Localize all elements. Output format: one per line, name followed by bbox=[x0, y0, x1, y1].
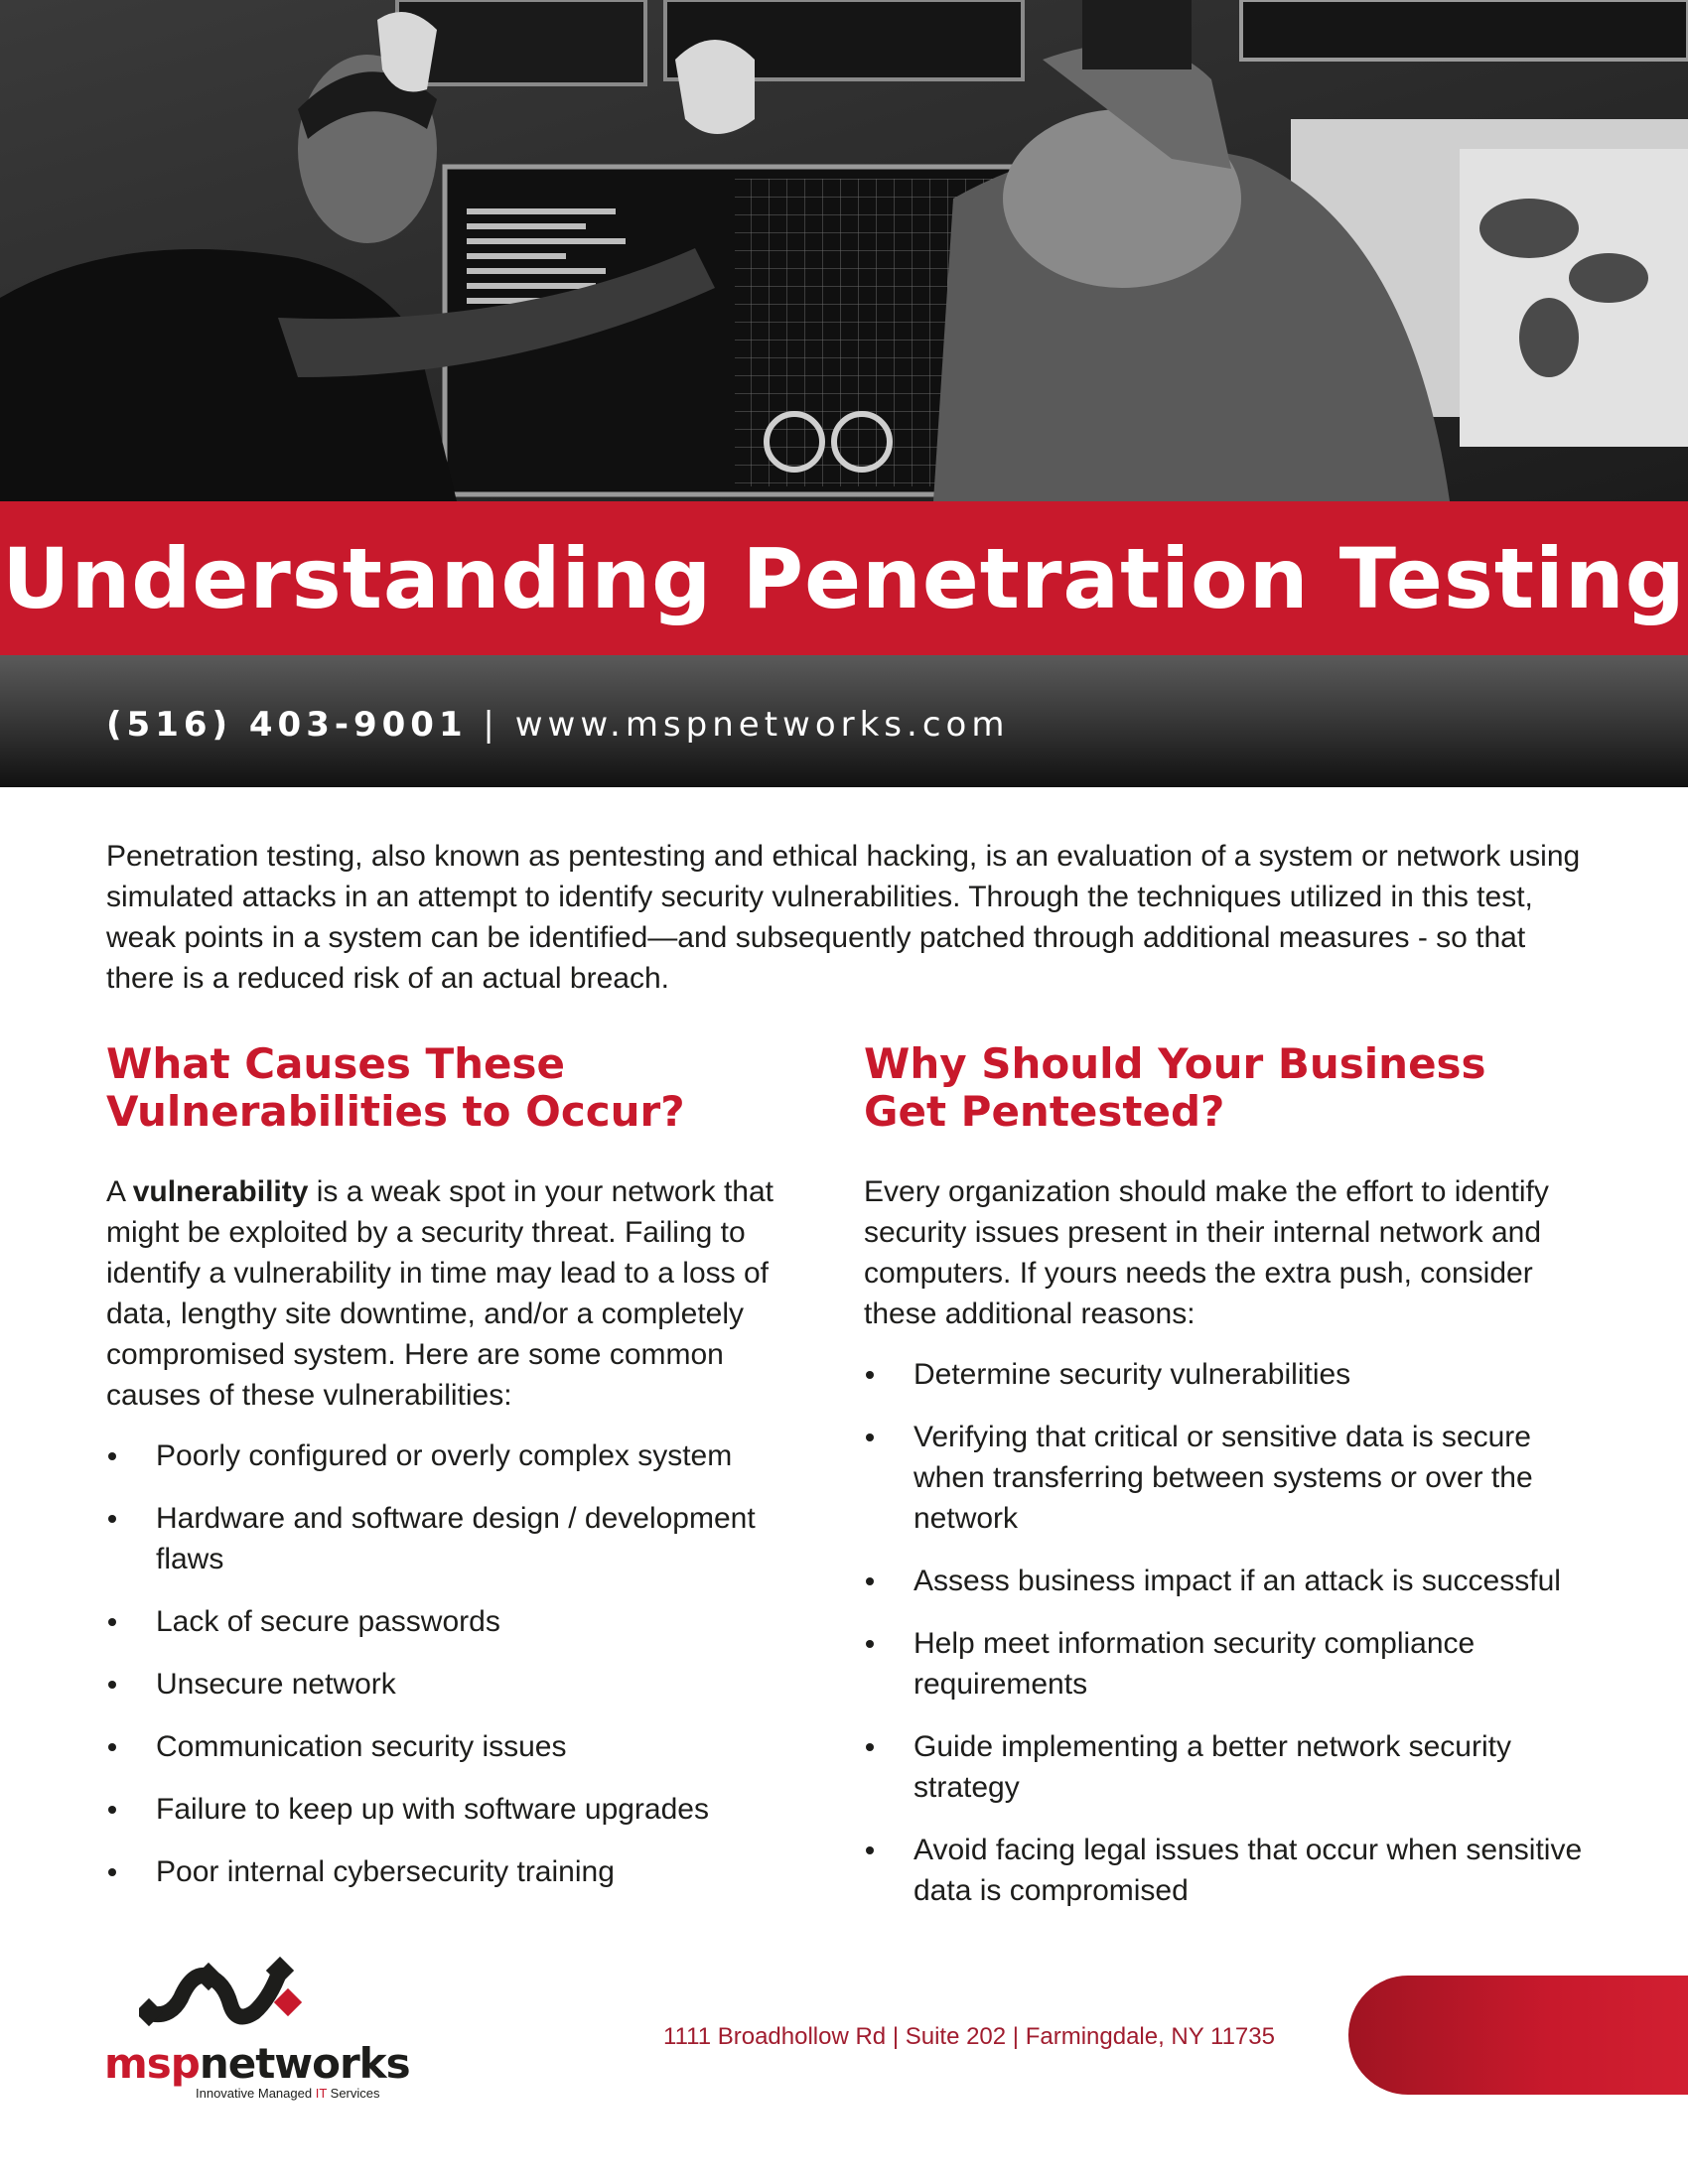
tagline-pre: Innovative Managed bbox=[196, 2086, 316, 2101]
page-title: Understanding Penetration Testing bbox=[2, 529, 1686, 627]
left-list bbox=[106, 1435, 801, 1892]
left-para-rest: is a weak spot in your network that might be exploited by a security threat. Failing to identify a vulnerability in time may lead to a loss of data, lengthy site downtime, and/or a completely compromised system. Here are some common causes of these vulnerabilities: bbox=[106, 1175, 774, 1412]
contact-line bbox=[106, 705, 1009, 745]
hero-photo bbox=[0, 0, 1688, 501]
phone-number: (516) 403-9001 bbox=[106, 705, 468, 745]
list-item: Help meet information security compliance requirements bbox=[864, 1623, 1589, 1705]
tagline-it: IT bbox=[315, 2086, 328, 2101]
right-heading bbox=[864, 1040, 1589, 1136]
list-item: Avoid facing legal issues that occur when sensitive data is compromised bbox=[864, 1830, 1589, 1911]
list-item: Determine security vulnerabilities bbox=[864, 1354, 1589, 1395]
decorative-red-tab bbox=[1348, 1976, 1688, 2095]
list-item: Communication security issues bbox=[106, 1726, 801, 1767]
network-nodes-logo-icon bbox=[139, 1951, 397, 2045]
title-band bbox=[0, 501, 1688, 655]
right-heading-line-2: Get Pentested? bbox=[864, 1087, 1225, 1136]
left-column bbox=[106, 1040, 801, 1914]
list-item: Verifying that critical or sensitive data is secure when transferring between systems or over the network bbox=[864, 1417, 1589, 1539]
left-heading bbox=[106, 1040, 801, 1136]
logo-tagline bbox=[196, 2086, 380, 2101]
left-paragraph bbox=[106, 1171, 801, 1416]
logo-wordmark bbox=[104, 2039, 410, 2088]
tagline-post: Services bbox=[327, 2086, 380, 2101]
right-column bbox=[864, 1040, 1589, 1933]
list-item: Poorly configured or overly complex system bbox=[106, 1435, 801, 1476]
logo-networks: networks bbox=[199, 2039, 410, 2088]
logo-msp: msp bbox=[104, 2039, 200, 2088]
list-item: Hardware and software design / development flaws bbox=[106, 1498, 801, 1579]
list-item: Guide implementing a better network security strategy bbox=[864, 1726, 1589, 1808]
right-heading-line-1: Why Should Your Business bbox=[864, 1039, 1486, 1088]
right-list bbox=[864, 1354, 1589, 1911]
list-item: Assess business impact if an attack is successful bbox=[864, 1561, 1589, 1601]
photo-hackers-at-monitors-icon bbox=[0, 0, 1688, 501]
list-item: Unsecure network bbox=[106, 1664, 801, 1705]
right-paragraph: Every organization should make the effort to identify security issues present in their internal network and computers. If yours needs the extra push, consider these additional reasons: bbox=[864, 1175, 1549, 1330]
left-para-bold: vulnerability bbox=[132, 1175, 309, 1208]
list-item: Poor internal cybersecurity training bbox=[106, 1851, 801, 1892]
contact-separator: | bbox=[483, 705, 499, 745]
contact-band bbox=[0, 655, 1688, 787]
footer-address: 1111 Broadhollow Rd | Suite 202 | Farmingdale, NY 11735 bbox=[663, 2023, 1275, 2050]
left-heading-line-2: Vulnerabilities to Occur? bbox=[106, 1087, 685, 1136]
website-link[interactable]: www.mspnetworks.com bbox=[514, 705, 1010, 745]
left-heading-line-1: What Causes These bbox=[106, 1039, 565, 1088]
company-logo bbox=[104, 1951, 410, 2101]
intro-paragraph: Penetration testing, also known as pentesting and ethical hacking, is an evaluation of a system or network using simulated attacks in an attempt to identify security vulnerabilities. Through the techniques utilized in this test, weak points in a system can be identified—and subsequently patched through additional measures - so that there is a reduced risk of an actual breach. bbox=[106, 840, 1581, 995]
list-item: Lack of secure passwords bbox=[106, 1601, 801, 1642]
list-item: Failure to keep up with software upgrades bbox=[106, 1789, 801, 1830]
left-para-prefix: A bbox=[106, 1175, 133, 1208]
